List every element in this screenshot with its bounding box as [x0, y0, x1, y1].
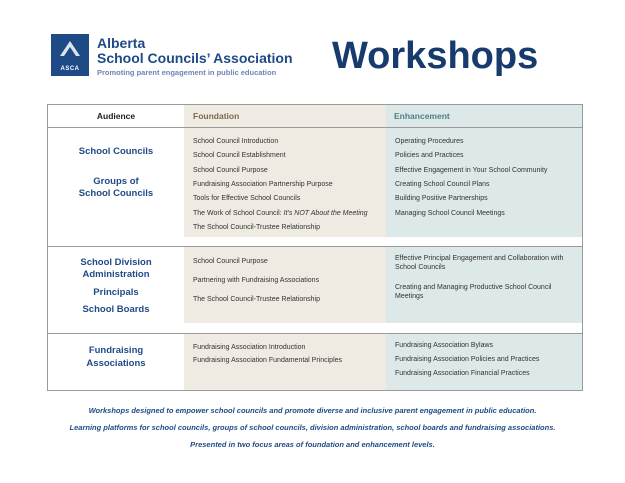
- audience-label: Associations: [86, 358, 146, 369]
- audience-label: School Boards: [82, 304, 150, 315]
- divider: [48, 127, 582, 128]
- audience-label: Groups of: [93, 176, 139, 187]
- enhancement-item: Operating Procedures: [395, 138, 464, 145]
- enhancement-item: Effective Engagement in Your School Community: [395, 167, 548, 174]
- enhancement-item: Managing School Council Meetings: [395, 210, 505, 217]
- foundation-item: Tools for Effective School Councils: [193, 195, 301, 202]
- header-foundation: Foundation: [193, 111, 240, 121]
- audience-label: School Councils: [78, 146, 154, 157]
- enhancement-item: Policies and Practices: [395, 152, 464, 159]
- footer-line: Learning platforms for school councils, groups of school councils, division administration, school boards and fundraising associations.: [69, 423, 556, 432]
- foundation-item: Fundraising Association Fundamental Principles: [193, 357, 343, 364]
- page-title: Workshops: [332, 35, 539, 77]
- org-tagline: Promoting parent engagement in public education: [97, 68, 277, 77]
- audience-label: Fundraising: [88, 345, 144, 356]
- enhancement-item: Fundraising Association Policies and Practices: [395, 356, 540, 363]
- footer-line: Workshops designed to empower school councils and promote diverse and inclusive parent engagement in public education.: [88, 406, 537, 415]
- asca-logo: [51, 34, 89, 76]
- audience-label: Administration: [82, 269, 150, 280]
- foundation-item: School Council Introduction: [193, 138, 279, 145]
- foundation-item: Fundraising Association Partnership Purpose: [193, 181, 333, 188]
- foundation-item: School Council Purpose: [193, 167, 268, 174]
- footer-line: Presented in two focus areas of foundation and enhancement levels.: [190, 440, 435, 449]
- divider: [48, 246, 582, 247]
- foundation-item: The School Council-Trustee Relationship: [193, 224, 320, 231]
- enhancement-item: Effective Principal Engagement and Collaboration with School Councils: [395, 255, 564, 271]
- enhancement-item: Creating School Council Plans: [395, 181, 490, 188]
- workshops-table: [47, 104, 583, 391]
- org-name-line2: School Councils’ Association: [97, 50, 293, 66]
- foundation-item: Partnering with Fundraising Associations: [193, 277, 320, 284]
- divider: [48, 333, 582, 334]
- foundation-item: School Council Purpose: [193, 258, 268, 265]
- audience-label: School Division: [80, 257, 152, 268]
- enhancement-item: Fundraising Association Bylaws: [395, 342, 494, 349]
- logo-text: ASCA: [60, 66, 80, 72]
- header-enhancement: Enhancement: [394, 111, 450, 121]
- org-name-line1: Alberta: [97, 35, 146, 51]
- enhancement-item: Creating and Managing Productive School Council Meetings: [395, 284, 552, 300]
- header-audience: Audience: [96, 111, 136, 121]
- header: [51, 33, 591, 83]
- foundation-item: The School Council-Trustee Relationship: [193, 296, 320, 303]
- foundation-item: School Council Establishment: [193, 152, 286, 159]
- enhancement-item: Building Positive Partnerships: [395, 195, 488, 202]
- audience-label: Principals: [93, 287, 139, 298]
- enhancement-item: Fundraising Association Financial Practices: [395, 370, 530, 377]
- foundation-item: Fundraising Association Introduction: [193, 344, 306, 351]
- foundation-item: The Work of School Council: It’s NOT About the Meeting: [193, 210, 368, 217]
- audience-label: School Councils: [78, 188, 154, 199]
